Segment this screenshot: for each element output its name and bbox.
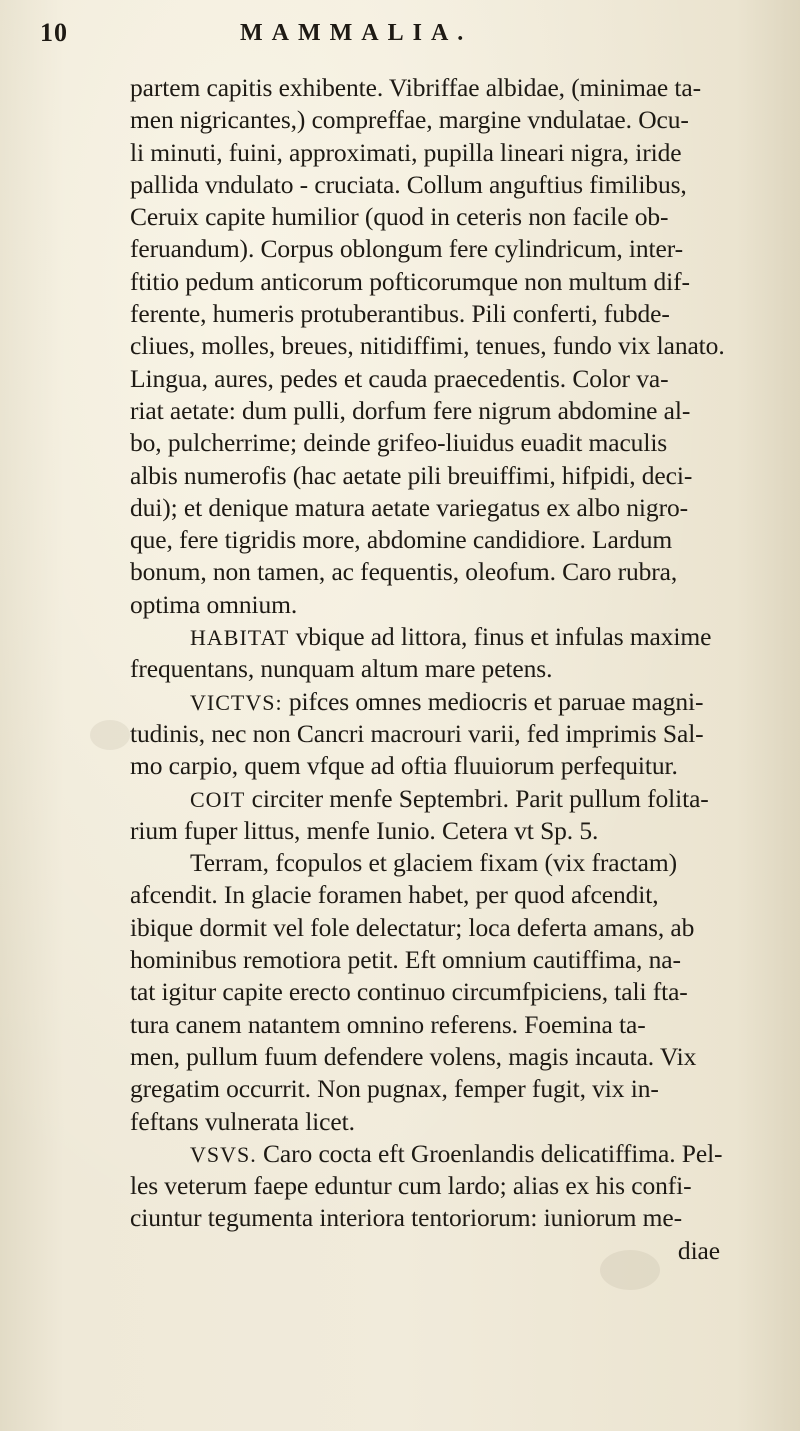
line-text: dui); et denique matura aetate variegatus ex albo nigro- (130, 492, 689, 522)
text-line (130, 201, 750, 233)
line-text: partem capitis exhibente. Vibriffae albidae, (minimae ta- (130, 73, 702, 102)
line-text: mo carpio, quem vfque ad oftia fluuiorum perfequitur. (130, 751, 678, 781)
line-text: ibique dormit vel fole delectatur; loca deferta amans, ab (130, 912, 695, 942)
line-text: Lingua, aures, pedes et cauda praecedentis. Color va- (130, 363, 669, 393)
line-text: rium fuper littus, menfe Iunio. Cetera vt Sp. 5. (130, 815, 599, 845)
text-line (130, 718, 750, 750)
line-text: diae (677, 1235, 720, 1265)
text-line (130, 169, 750, 201)
section-lead-word: HABITAT (190, 625, 290, 651)
section-lead-word: VICTVS: (190, 689, 283, 715)
line-text: ferente, humeris protuberantibus. Pili conferti, fubde- (130, 299, 670, 329)
line-text: cliues, molles, breues, nitidiffimi, tenues, fundo vix lanato. (130, 331, 725, 361)
text-line (130, 1106, 750, 1138)
text-line (130, 72, 750, 104)
text-line (130, 524, 750, 556)
text-line (130, 1170, 750, 1202)
line-text: men, pullum fuum defendere volens, magis incauta. Vix (130, 1041, 697, 1071)
line-text: optima omnium. (130, 589, 298, 619)
line-text: riat aetate: dum pulli, dorfum fere nigrum abdomine al- (130, 395, 691, 425)
text-line (130, 1041, 750, 1073)
line-text: bonum, non tamen, ac fequentis, oleofum. Caro rubra, (130, 557, 678, 587)
text-line (130, 621, 750, 653)
text-line (130, 1073, 750, 1105)
line-text: pallida vndulato - cruciata. Collum anguftius fimilibus, (130, 169, 687, 199)
text-line (130, 556, 750, 588)
text-line (130, 1138, 750, 1170)
text-line (130, 266, 750, 298)
text-line (130, 976, 750, 1008)
line-text: feftans vulnerata licet. (130, 1106, 355, 1136)
text-line (130, 1202, 750, 1234)
line-text: gregatim occurrit. Non pugnax, femper fugit, vix in- (130, 1074, 659, 1104)
line-text: Caro cocta eft Groenlandis delicatiffima. Pel- (256, 1138, 723, 1168)
line-text: que, fere tigridis more, abdomine candidiore. Lardum (130, 525, 673, 555)
text-line (130, 653, 750, 685)
line-text: ftitio pedum anticorum pofticorumque non multum dif- (130, 266, 690, 296)
text-line (130, 492, 750, 524)
text-line (130, 1235, 750, 1267)
section-lead-word: VSVS. (190, 1141, 257, 1167)
line-text: frequentans, nunquam altum mare petens. (130, 654, 553, 684)
text-line (130, 686, 750, 718)
line-text: li minuti, fuini, approximati, pupilla lineari nigra, iride (130, 137, 682, 167)
text-line (130, 330, 750, 362)
text-line (130, 137, 750, 169)
line-text: ciuntur tegumenta interiora tentoriorum: iuniorum me- (130, 1203, 683, 1233)
text-line (130, 233, 750, 265)
text-line (130, 1009, 750, 1041)
section-lead-word: COIT (190, 786, 246, 812)
line-text: tat igitur capite erecto continuo circumfpiciens, tali fta- (130, 977, 688, 1007)
text-line (130, 944, 750, 976)
text-line (130, 363, 750, 395)
line-text: tudinis, nec non Cancri macrouri varii, fed imprimis Sal- (130, 718, 704, 748)
line-text: afcendit. In glacie foramen habet, per quod afcendit, (130, 880, 659, 910)
text-line (130, 460, 750, 492)
line-text: feruandum). Corpus oblongum fere cylindricum, inter- (130, 234, 684, 264)
paper-stain (90, 720, 130, 750)
text-line (130, 298, 750, 330)
text-line (130, 395, 750, 427)
text-line (130, 879, 750, 911)
line-text: Ceruix capite humilior (quod in ceteris non facile ob- (130, 202, 669, 232)
line-text: pifces omnes mediocris et paruae magni- (282, 686, 704, 716)
text-line (130, 783, 750, 815)
text-line (130, 104, 750, 136)
text-line (130, 847, 750, 879)
line-text: vbique ad littora, finus et infulas maxime (289, 622, 712, 652)
body-text (130, 72, 750, 1267)
line-text: albis numerofis (hac aetate pili breuiffimi, hifpidi, deci- (130, 460, 693, 490)
line-text: bo, pulcherrime; deinde grifeo-liuidus euadit maculis (130, 428, 668, 458)
text-line (130, 589, 750, 621)
text-line (130, 815, 750, 847)
line-text: Terram, fcopulos et glaciem fixam (vix fractam) (190, 848, 678, 878)
line-text: hominibus remotiora petit. Eft omnium cautiffima, na- (130, 945, 681, 975)
text-line (130, 912, 750, 944)
line-text: tura canem natantem omnino referens. Foemina ta- (130, 1009, 646, 1039)
text-line (130, 427, 750, 459)
text-line (130, 750, 750, 782)
line-text: les veterum faepe eduntur cum lardo; alias ex his confi- (130, 1171, 692, 1201)
line-text: men nigricantes,) compreffae, margine vndulatae. Ocu- (130, 105, 689, 135)
running-title: MAMMALIA. (240, 20, 473, 46)
line-text: circiter menfe Septembri. Parit pullum folita- (245, 783, 709, 813)
page-number: 10 (40, 18, 68, 47)
page-header (40, 18, 560, 54)
